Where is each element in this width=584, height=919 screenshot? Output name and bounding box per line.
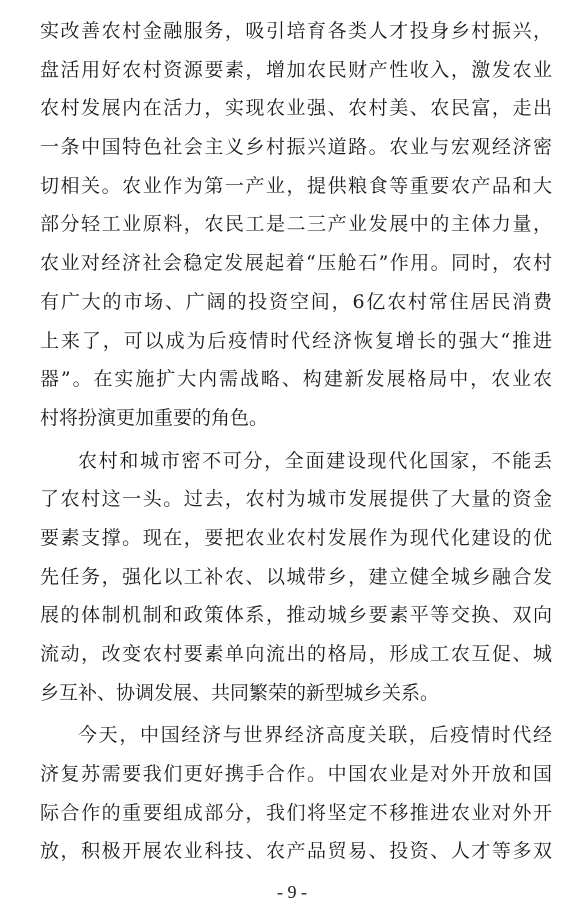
text-line: 了农村这一头。过去，农村为城市发展提供了大量的资金 <box>40 488 552 511</box>
text-line: 农村和城市密不可分，全面建设现代化国家，不能丢 <box>78 449 552 472</box>
text-line: 村将扮演更加重要的角色。 <box>40 406 269 429</box>
text-line: 实改善农村金融服务，吸引培育各类人才投身乡村振兴， <box>40 20 552 42</box>
text-line: 部分轻工业原料，农民工是二三产业发展中的主体力量， <box>40 213 552 236</box>
text-line: 切相关。农业作为第一产业，提供粮食等重要农产品和大 <box>40 174 552 197</box>
text-line: 展的体制机制和政策体系，推动城乡要素平等交换、双向 <box>40 604 552 627</box>
paragraph-2 <box>40 442 552 713</box>
text-line: 际合作的重要组成部分，我们将坚定不移推进农业对外开 <box>40 801 552 824</box>
text-line: 今天，中国经济与世界经济高度关联，后疫情时代经 <box>78 724 552 747</box>
text-line: 农村发展内在活力，实现农业强、农村美、农民富，走出 <box>40 97 552 120</box>
text-line: 流动，改变农村要素单向流出的格局，形成工农互促、城 <box>40 643 552 665</box>
body-text <box>40 12 552 871</box>
text-line: 有广大的市场、广阔的投资空间，6亿农村常住居民消费 <box>40 290 552 313</box>
paragraph-1 <box>40 12 552 438</box>
text-line: 济复苏需要我们更好携手合作。中国农业是对外开放和国 <box>40 763 552 786</box>
text-line: 盘活用好农村资源要素，增加农民财产性收入，激发农业 <box>40 58 552 81</box>
text-line: 先任务，强化以工补农、以城带乡，建立健全城乡融合发 <box>40 565 552 588</box>
text-line: 乡互补、协调发展、共同繁荣的新型城乡关系。 <box>40 681 440 704</box>
text-line: 农业对经济社会稳定发展起着“压舱石”作用。同时，农村 <box>40 252 552 275</box>
paragraph-3 <box>40 716 552 871</box>
text-line: 上来了，可以成为后疫情时代经济恢复增长的强大“推进 <box>40 329 552 352</box>
text-line: 要素支撑。现在，要把农业农村发展作为现代化建设的优 <box>40 526 552 549</box>
text-line: 一条中国特色社会主义乡村振兴道路。农业与宏观经济密 <box>40 136 552 159</box>
text-line: 放，积极开展农业科技、农产品贸易、投资、人才等多双 <box>40 840 552 863</box>
text-line: 器”。在实施扩大内需战略、构建新发展格局中，农业农 <box>40 368 552 391</box>
page-number: - 9 - <box>277 882 307 902</box>
